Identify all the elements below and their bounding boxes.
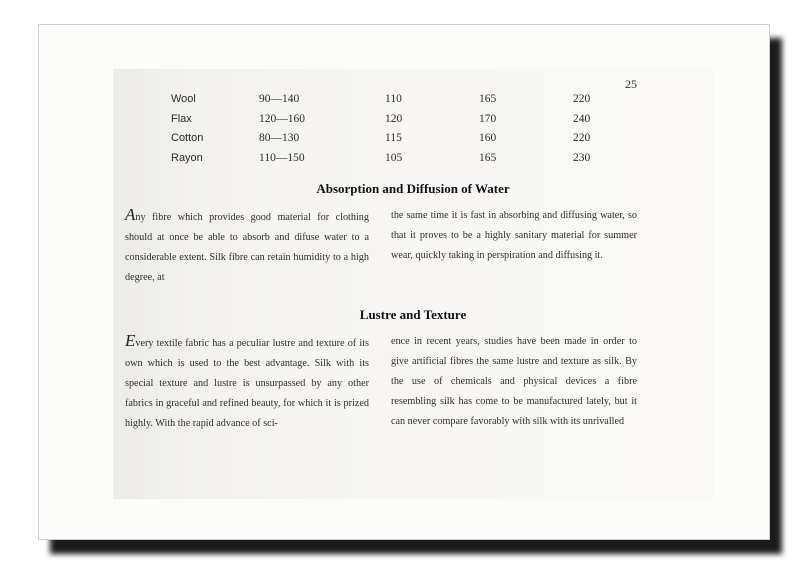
fibre-value: 220 [573,93,591,105]
fibre-name: Flax [171,112,192,125]
fibre-value: 165 [479,93,497,105]
fibre-value: 120 [385,112,403,125]
paragraph-absorption-right [391,206,637,266]
paragraph-lustre-right [391,332,637,432]
drop-cap: E [125,331,136,350]
paragraph-text: very textile fabric has a peculiar lustre and texture of its own which is used to the best advantage. Silk with its special texture and lustre is unsurpassed by any other fabrics in graceful and refined beauty, for which it is prized highly. With the rapid advance of sci- [125,338,369,429]
page-number: 25 [625,77,637,91]
fibre-name: Rayon [171,151,203,164]
fibre-range: 110—150 [259,151,305,164]
fibre-value: 105 [385,151,403,164]
fibre-value: 240 [573,112,591,125]
paragraph-absorption-left [125,206,369,288]
drop-cap: A [125,205,136,224]
table-row [171,132,661,152]
paragraph-text: ny fibre which provides good material for clothing should at once be able to absorb and difuse water to a considerable extent. Silk fibre can retain humidity to a high degree, at [125,212,369,283]
fibre-range: 80—130 [259,132,300,144]
paragraph-lustre-left [125,332,369,434]
fibre-range: 90—140 [259,93,300,105]
fibre-name: Cotton [171,132,204,144]
table-row [171,93,661,113]
fibre-value: 170 [479,112,497,125]
paragraph-text: ence in recent years, studies have been made in order to give artificial fibres the same lustre and texture as silk. By the use of chemicals and physical devices a fibre resembling silk has come to be manufactured lately, but it can never compare favorably with silk with its unrivalled [391,336,637,427]
table-row [171,152,661,172]
fibre-value: 230 [573,151,591,164]
fibre-table [171,93,661,171]
fibre-range: 120—160 [259,112,305,125]
fibre-value: 110 [385,93,402,105]
section-heading-absorption: Absorption and Diffusion of Water [316,181,510,196]
fibre-value: 160 [479,132,497,144]
book-page [38,24,770,540]
paragraph-text: the same time it is fast in absorbing and diffusing water, so that it proves to be a highly sanitary material for summer wear, quickly taking in perspiration and diffusing it. [391,210,637,261]
fibre-name: Wool [171,93,196,105]
fibre-value: 220 [573,132,591,144]
fibre-value: 115 [385,132,402,144]
table-row [171,113,661,133]
section-heading-lustre: Lustre and Texture [359,307,467,322]
fibre-value: 165 [479,151,497,164]
